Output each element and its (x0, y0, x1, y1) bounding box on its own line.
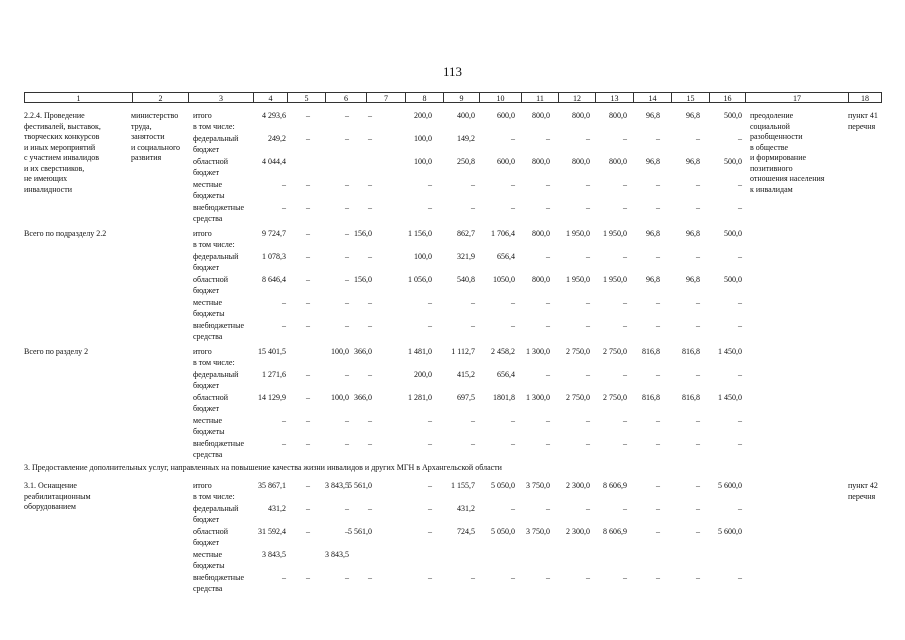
value-cell: – (306, 321, 310, 330)
value-cell: 100,0 (331, 393, 349, 402)
value-cell: – (345, 229, 349, 238)
value-cell: – (656, 180, 660, 189)
row-label-col1: 3.1. Оснащение реабилитационным оборудованием (24, 481, 91, 511)
value-cell: – (471, 416, 475, 425)
value-cell: – (368, 321, 372, 330)
value-cell: 431,2 (457, 504, 475, 513)
source-col3: итого в том числе: (193, 111, 235, 131)
value-cell: – (738, 203, 742, 212)
value-cell: 656,4 (497, 370, 515, 379)
source-col3: федеральный бюджет (193, 370, 239, 390)
value-cell: 156,0 (354, 229, 372, 238)
value-cell: – (656, 252, 660, 261)
value-cell: – (306, 527, 310, 536)
value-cell: – (546, 321, 550, 330)
value-cell: – (345, 416, 349, 425)
value-cell: – (345, 321, 349, 330)
value-cell: – (546, 504, 550, 513)
value-cell: – (696, 527, 700, 536)
value-cell: – (656, 439, 660, 448)
result-col17: преодоление социальной разобщенности в обществе и формирование позитивного отношения населения к инвалидам (750, 111, 825, 194)
value-cell: – (546, 370, 550, 379)
value-cell: 15 401,5 (258, 347, 286, 356)
value-cell: 800,0 (572, 157, 590, 166)
value-cell: – (546, 439, 550, 448)
value-cell: 321,9 (457, 252, 475, 261)
value-cell: 500,0 (724, 111, 742, 120)
value-cell: – (696, 321, 700, 330)
value-cell: – (656, 573, 660, 582)
value-cell: 600,0 (497, 157, 515, 166)
value-cell: – (738, 439, 742, 448)
source-col3: местные бюджеты (193, 550, 225, 570)
value-cell: 500,0 (724, 275, 742, 284)
value-cell: – (428, 180, 432, 189)
row-label-col1: Всего по подразделу 2.2 (24, 229, 107, 238)
value-cell: 800,0 (532, 275, 550, 284)
value-cell: 366,0 (354, 393, 372, 402)
column-header-2: 2 (132, 92, 188, 103)
value-cell: – (368, 573, 372, 582)
value-cell: – (345, 134, 349, 143)
value-cell: – (368, 416, 372, 425)
value-cell: 800,0 (609, 111, 627, 120)
value-cell: – (282, 203, 286, 212)
value-cell: 3 750,0 (526, 527, 550, 536)
value-cell: 1 281,0 (408, 393, 432, 402)
value-cell: – (282, 321, 286, 330)
value-cell: – (306, 229, 310, 238)
value-cell: – (696, 252, 700, 261)
value-cell: – (368, 298, 372, 307)
column-header-6: 6 (325, 92, 366, 103)
value-cell: 1 450,0 (718, 347, 742, 356)
value-cell: 816,8 (682, 393, 700, 402)
value-cell: 96,8 (646, 157, 660, 166)
value-cell: – (623, 504, 627, 513)
value-cell: 249,2 (268, 134, 286, 143)
column-header-3: 3 (188, 92, 253, 103)
value-cell: 96,8 (686, 111, 700, 120)
value-cell: – (511, 134, 515, 143)
value-cell: – (345, 298, 349, 307)
value-cell: – (586, 573, 590, 582)
value-cell: 400,0 (457, 111, 475, 120)
value-cell: – (738, 416, 742, 425)
value-cell: – (428, 527, 432, 536)
value-cell: 4 044,4 (262, 157, 286, 166)
value-cell: 1 950,0 (566, 229, 590, 238)
column-header-10: 10 (479, 92, 521, 103)
value-cell: – (738, 252, 742, 261)
row-label-col1: 2.2.4. Проведение фестивалей, выставок, творческих конкурсов и иных мероприятий с участием инвалидов и их сверстников, не имеющих инвалидности (24, 111, 101, 194)
value-cell: – (586, 416, 590, 425)
value-cell: 96,8 (686, 157, 700, 166)
value-cell: 2 300,0 (566, 481, 590, 490)
value-cell: – (511, 573, 515, 582)
value-cell: – (623, 298, 627, 307)
value-cell: – (306, 203, 310, 212)
value-cell: – (623, 439, 627, 448)
value-cell: 100,0 (414, 134, 432, 143)
value-cell: – (696, 439, 700, 448)
value-cell: – (511, 298, 515, 307)
source-col3: внебюджетные средства (193, 321, 244, 341)
value-cell: – (738, 321, 742, 330)
value-cell: – (345, 203, 349, 212)
value-cell: – (471, 203, 475, 212)
column-header-8: 8 (405, 92, 443, 103)
ref-col18: пункт 41 перечня (848, 111, 878, 131)
value-cell: 431,2 (268, 504, 286, 513)
value-cell: 8 646,4 (262, 275, 286, 284)
value-cell: – (623, 203, 627, 212)
value-cell: 1050,0 (493, 275, 515, 284)
value-cell: – (428, 439, 432, 448)
value-cell: – (306, 298, 310, 307)
value-cell: – (696, 180, 700, 189)
value-cell: – (738, 298, 742, 307)
value-cell: 540,8 (457, 275, 475, 284)
value-cell: – (586, 252, 590, 261)
value-cell: – (623, 321, 627, 330)
source-col3: внебюджетные средства (193, 203, 244, 223)
value-cell: – (511, 416, 515, 425)
value-cell: 5 561,0 (348, 481, 372, 490)
value-cell: – (306, 504, 310, 513)
value-cell: – (345, 527, 349, 536)
source-col3: областной бюджет (193, 157, 229, 177)
value-cell: 816,8 (682, 347, 700, 356)
value-cell: 200,0 (414, 370, 432, 379)
value-cell: – (428, 203, 432, 212)
value-cell: – (345, 275, 349, 284)
value-cell: – (511, 504, 515, 513)
source-col3: внебюджетные средства (193, 573, 244, 593)
value-cell: 149,2 (457, 134, 475, 143)
value-cell: – (738, 504, 742, 513)
value-cell: 14 129,9 (258, 393, 286, 402)
value-cell: – (345, 252, 349, 261)
value-cell: 1 112,7 (451, 347, 475, 356)
value-cell: – (738, 134, 742, 143)
value-cell: – (345, 111, 349, 120)
value-cell: 1 950,0 (603, 275, 627, 284)
value-cell: 3 843,5 (325, 550, 349, 559)
value-cell: 5 600,0 (718, 481, 742, 490)
value-cell: 862,7 (457, 229, 475, 238)
column-header-16: 16 (709, 92, 745, 103)
column-header-5: 5 (287, 92, 325, 103)
value-cell: 1801,8 (493, 393, 515, 402)
value-cell: 1 271,6 (262, 370, 286, 379)
value-cell: – (623, 416, 627, 425)
value-cell: 3 750,0 (526, 481, 550, 490)
value-cell: – (656, 370, 660, 379)
value-cell: – (368, 370, 372, 379)
source-col3: итого в том числе: (193, 481, 235, 501)
value-cell: 800,0 (532, 111, 550, 120)
value-cell: – (656, 134, 660, 143)
value-cell: 500,0 (724, 229, 742, 238)
value-cell: – (546, 180, 550, 189)
value-cell: – (306, 439, 310, 448)
value-cell: – (282, 416, 286, 425)
value-cell: 9 724,7 (262, 229, 286, 238)
value-cell: 1 950,0 (566, 275, 590, 284)
source-col3: местные бюджеты (193, 298, 225, 318)
value-cell: – (306, 416, 310, 425)
value-cell: 816,8 (642, 347, 660, 356)
value-cell: 96,8 (686, 275, 700, 284)
value-cell: – (345, 370, 349, 379)
value-cell: 1 155,7 (451, 481, 475, 490)
value-cell: – (696, 416, 700, 425)
value-cell: – (368, 111, 372, 120)
ref-col18: пункт 42 перечня (848, 481, 878, 501)
value-cell: – (696, 573, 700, 582)
value-cell: – (738, 370, 742, 379)
value-cell: – (345, 439, 349, 448)
value-cell: – (656, 416, 660, 425)
value-cell: 100,0 (414, 252, 432, 261)
table-column-header (24, 92, 882, 104)
value-cell: – (306, 573, 310, 582)
value-cell: – (368, 203, 372, 212)
value-cell: – (696, 203, 700, 212)
value-cell: – (306, 393, 310, 402)
value-cell: – (738, 573, 742, 582)
section-title: 3. Предоставление дополнительных услуг, направленных на повышение качества жизни инвалидов и других МГН в Архангельской области (24, 463, 502, 472)
value-cell: – (306, 134, 310, 143)
value-cell: – (546, 573, 550, 582)
value-cell: 697,5 (457, 393, 475, 402)
value-cell: 500,0 (724, 157, 742, 166)
column-header-14: 14 (633, 92, 671, 103)
value-cell: – (586, 298, 590, 307)
source-col3: внебюджетные средства (193, 439, 244, 459)
source-col3: итого в том числе: (193, 229, 235, 249)
value-cell: – (428, 321, 432, 330)
value-cell: 600,0 (497, 111, 515, 120)
value-cell: – (471, 573, 475, 582)
value-cell: – (428, 573, 432, 582)
column-header-17: 17 (745, 92, 848, 103)
value-cell: – (368, 134, 372, 143)
value-cell: – (696, 504, 700, 513)
value-cell: – (306, 370, 310, 379)
value-cell: 5 561,0 (348, 527, 372, 536)
value-cell: – (368, 252, 372, 261)
value-cell: 415,2 (457, 370, 475, 379)
column-header-4: 4 (253, 92, 287, 103)
value-cell: – (471, 298, 475, 307)
value-cell: – (546, 252, 550, 261)
value-cell: – (586, 203, 590, 212)
value-cell: 1 450,0 (718, 393, 742, 402)
value-cell: – (738, 180, 742, 189)
value-cell: 2 300,0 (566, 527, 590, 536)
column-header-13: 13 (595, 92, 633, 103)
value-cell: – (428, 504, 432, 513)
value-cell: – (546, 203, 550, 212)
value-cell: 2 458,2 (491, 347, 515, 356)
column-header-15: 15 (671, 92, 709, 103)
value-cell: 366,0 (354, 347, 372, 356)
source-col3: местные бюджеты (193, 416, 225, 436)
value-cell: 1 706,4 (491, 229, 515, 238)
value-cell: 156,0 (354, 275, 372, 284)
responsible-col2: министерство труда, занятости и социального развития (131, 111, 181, 162)
value-cell: – (586, 504, 590, 513)
value-cell: 5 600,0 (718, 527, 742, 536)
value-cell: – (306, 180, 310, 189)
value-cell: 35 867,1 (258, 481, 286, 490)
value-cell: – (586, 321, 590, 330)
value-cell: 816,8 (642, 393, 660, 402)
column-header-7: 7 (366, 92, 405, 103)
value-cell: – (368, 504, 372, 513)
column-header-12: 12 (558, 92, 595, 103)
value-cell: – (586, 370, 590, 379)
value-cell: – (656, 504, 660, 513)
source-col3: областной бюджет (193, 527, 229, 547)
value-cell: 1 056,0 (408, 275, 432, 284)
value-cell: 1 481,0 (408, 347, 432, 356)
value-cell: – (511, 203, 515, 212)
value-cell: – (471, 180, 475, 189)
value-cell: – (656, 481, 660, 490)
value-cell: 250,8 (457, 157, 475, 166)
value-cell: 2 750,0 (566, 393, 590, 402)
value-cell: 5 050,0 (491, 481, 515, 490)
value-cell: – (345, 180, 349, 189)
value-cell: – (511, 180, 515, 189)
value-cell: – (428, 298, 432, 307)
value-cell: 800,0 (532, 229, 550, 238)
value-cell: – (696, 298, 700, 307)
value-cell: 100,0 (331, 347, 349, 356)
value-cell: 1 300,0 (526, 393, 550, 402)
value-cell: – (586, 134, 590, 143)
value-cell: – (368, 439, 372, 448)
value-cell: – (656, 298, 660, 307)
source-col3: федеральный бюджет (193, 252, 239, 272)
value-cell: – (428, 481, 432, 490)
value-cell: 1 950,0 (603, 229, 627, 238)
value-cell: – (511, 439, 515, 448)
value-cell: 800,0 (532, 157, 550, 166)
value-cell: – (345, 573, 349, 582)
value-cell: 96,8 (686, 229, 700, 238)
value-cell: – (546, 298, 550, 307)
value-cell: – (546, 416, 550, 425)
value-cell: – (656, 203, 660, 212)
value-cell: 96,8 (646, 111, 660, 120)
value-cell: 3 843,5 (325, 481, 349, 490)
value-cell: 5 050,0 (491, 527, 515, 536)
value-cell: 1 078,3 (262, 252, 286, 261)
value-cell: – (511, 321, 515, 330)
column-header-18: 18 (848, 92, 882, 103)
source-col3: федеральный бюджет (193, 134, 239, 154)
value-cell: – (306, 111, 310, 120)
value-cell: 96,8 (646, 229, 660, 238)
value-cell: 4 293,6 (262, 111, 286, 120)
value-cell: – (471, 439, 475, 448)
value-cell: 100,0 (414, 157, 432, 166)
value-cell: – (623, 370, 627, 379)
value-cell: – (696, 134, 700, 143)
value-cell: – (623, 180, 627, 189)
value-cell: – (623, 573, 627, 582)
page-number: 113 (442, 64, 463, 79)
source-col3: областной бюджет (193, 393, 229, 413)
value-cell: – (282, 298, 286, 307)
row-label-col1: Всего по разделу 2 (24, 347, 89, 356)
value-cell: – (586, 180, 590, 189)
value-cell: – (428, 416, 432, 425)
column-header-9: 9 (443, 92, 479, 103)
value-cell: – (623, 252, 627, 261)
value-cell: – (656, 321, 660, 330)
value-cell: 8 606,9 (603, 481, 627, 490)
value-cell: 31 592,4 (258, 527, 286, 536)
value-cell: – (306, 481, 310, 490)
value-cell: – (546, 134, 550, 143)
value-cell: 2 750,0 (603, 393, 627, 402)
value-cell: – (471, 321, 475, 330)
value-cell: – (345, 504, 349, 513)
value-cell: – (306, 252, 310, 261)
source-col3: областной бюджет (193, 275, 229, 295)
value-cell: 724,5 (457, 527, 475, 536)
value-cell: 3 843,5 (262, 550, 286, 559)
value-cell: – (282, 573, 286, 582)
value-cell: 96,8 (646, 275, 660, 284)
value-cell: – (696, 370, 700, 379)
source-col3: местные бюджеты (193, 180, 225, 200)
value-cell: 800,0 (609, 157, 627, 166)
value-cell: – (696, 481, 700, 490)
value-cell: 2 750,0 (566, 347, 590, 356)
value-cell: 656,4 (497, 252, 515, 261)
value-cell: 1 156,0 (408, 229, 432, 238)
value-cell: 800,0 (572, 111, 590, 120)
source-col3: итого в том числе: (193, 347, 235, 367)
value-cell: – (586, 439, 590, 448)
source-col3: федеральный бюджет (193, 504, 239, 524)
value-cell: 8 606,9 (603, 527, 627, 536)
value-cell: 2 750,0 (603, 347, 627, 356)
value-cell: – (282, 439, 286, 448)
column-header-11: 11 (521, 92, 558, 103)
column-header-1: 1 (24, 92, 132, 103)
value-cell: 1 300,0 (526, 347, 550, 356)
value-cell: – (282, 180, 286, 189)
value-cell: – (368, 180, 372, 189)
value-cell: – (306, 275, 310, 284)
value-cell: 200,0 (414, 111, 432, 120)
value-cell: – (623, 134, 627, 143)
value-cell: – (656, 527, 660, 536)
